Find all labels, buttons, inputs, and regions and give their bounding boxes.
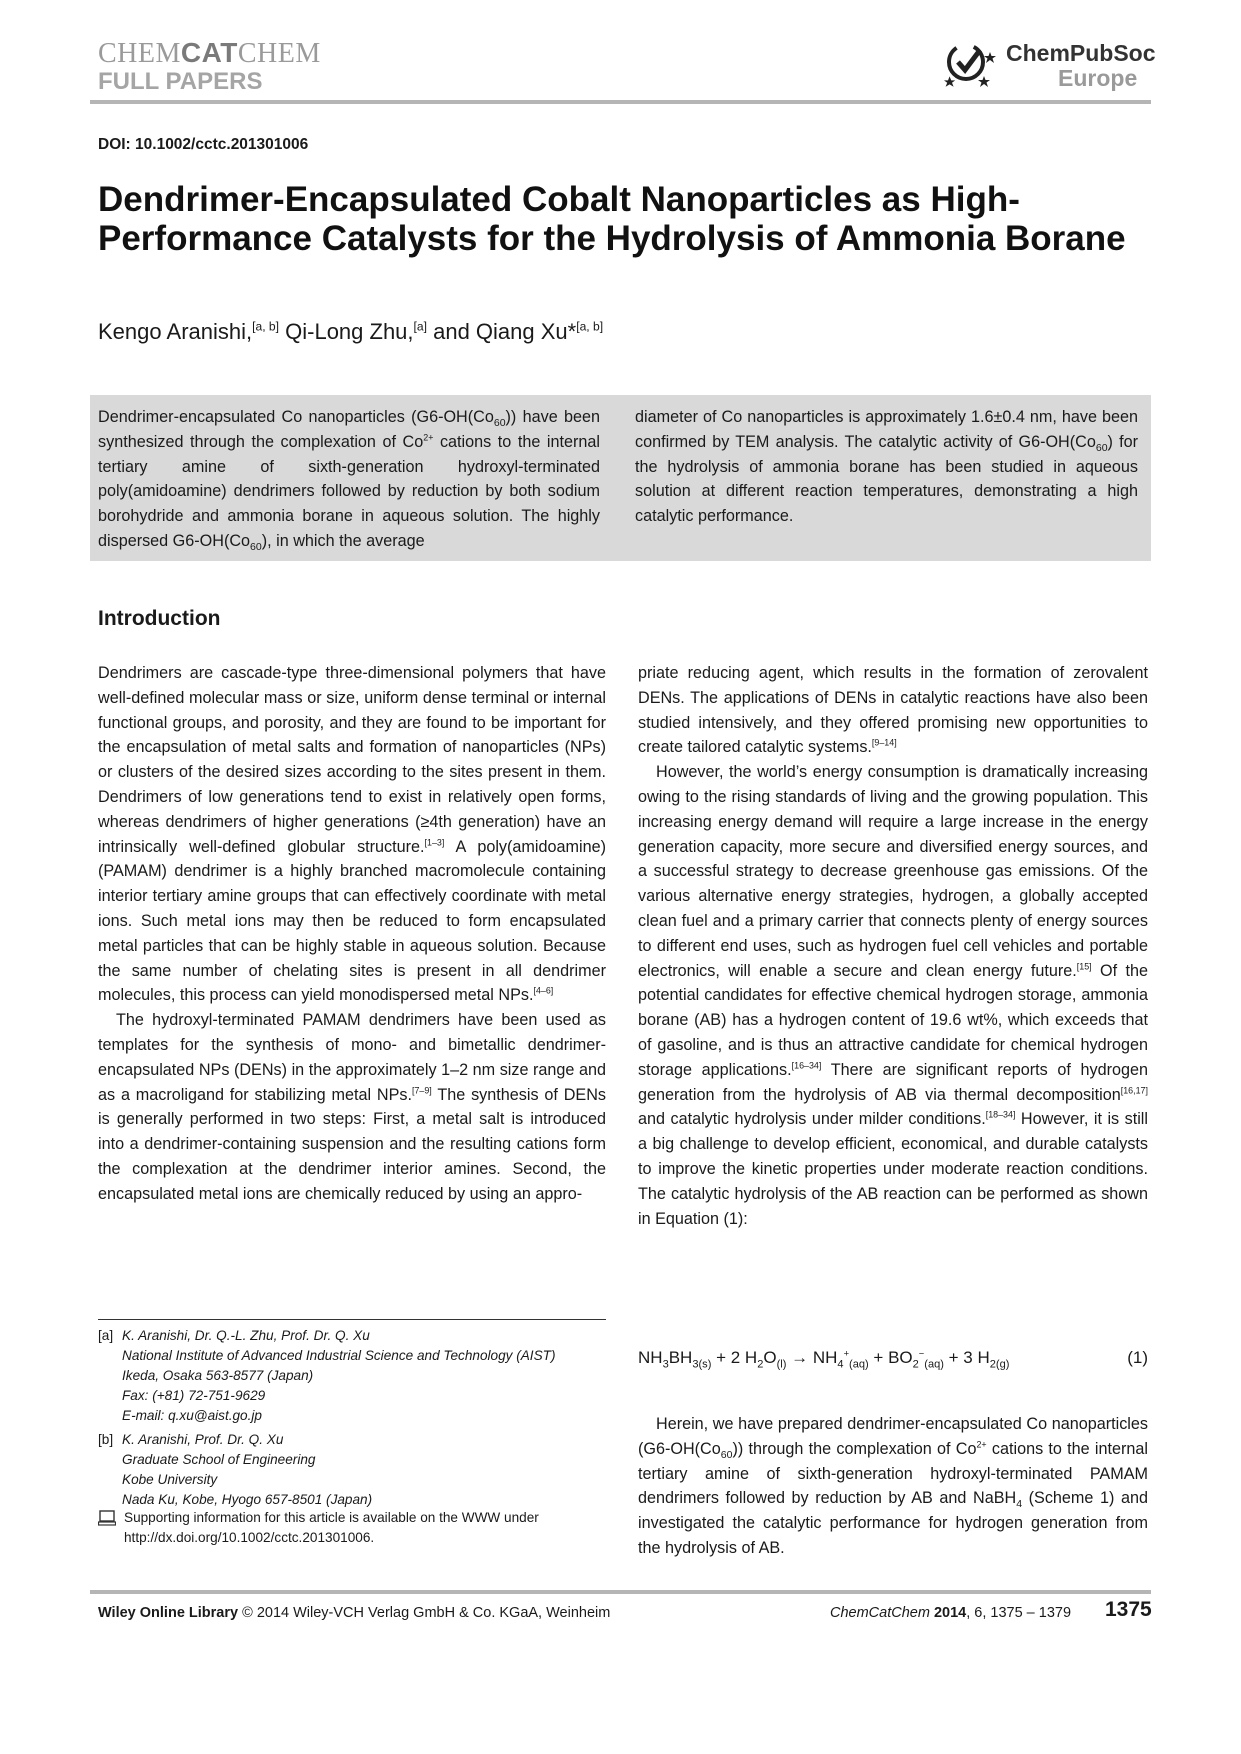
journal-name-part3: CHEM	[237, 38, 321, 69]
eq-subscript: 4	[837, 1358, 844, 1371]
paragraph-text: However, the world’s energy consumption is dramatically increasing owing to the rising standards of living and the growing population. This increasing energy demand will require a large increase in the energy generation capacity, more secure and diversified energy sources, and a successful strategy to decrease greenhouse gas emissions. Of the various alternative energy strategies, hydrogen, a globally accepted clean fuel and a primary carrier that connects plenty of energy sources to different end uses, such as hydrogen fuel cell vehicles and portable electronics, will enable a secure and clean energy future.	[638, 763, 1148, 980]
eq-superscript: +	[843, 1348, 850, 1359]
eq-superscript: −	[918, 1348, 925, 1359]
paragraph	[638, 760, 1148, 1231]
subscript: 4	[1016, 1498, 1023, 1511]
citation[interactable]: [18–34]	[985, 1109, 1016, 1120]
copyright-text: © 2014 Wiley-VCH Verlag GmbH & Co. KGaA, Weinheim	[238, 1605, 611, 1621]
eq-subscript: 3(s)	[692, 1358, 712, 1371]
paragraph-text: The synthesis of DENs is generally performed in two steps: First, a metal salt is introduced into a dendrimer-containing suspension and the resulting cations form the complexation at the dendrimer interior amines. Second, the encapsulated metal ions are chemically reduced by using an appro-	[98, 1085, 606, 1203]
author-affiliation: [a]	[413, 319, 427, 334]
paragraph	[638, 1412, 1148, 1561]
paragraph-text: A poly(amidoamine) (PAMAM) dendrimer is a highly branched macromolecule containing interior tertiary amine groups that can effectively coordinate with metal ions. Such metal ions may then be reduced to form encapsulated metal particles that can be highly stable in aqueous solution. Because the same number of chelating sites is present in all dendrimer molecules, this process can yield monodispersed metal NPs.	[98, 837, 606, 1005]
journal-name-part2: CAT	[180, 37, 238, 68]
subscript: 60	[720, 1449, 733, 1462]
paragraph-text: Dendrimers are cascade-type three-dimensional polymers that have well-defined molecular mass or size, uniform dense terminal or internal functional groups, and porosity, and they are found to be important for the encapsulation of metal salts and formation of nanoparticles (NPs) or clusters of the desired sizes according to the sites present in them. Dendrimers of low generations tend to exist in relatively open forms, whereas dendrimers of higher generations (≥4th generation) have an intrinsically well-defined globular structure.	[98, 664, 606, 856]
footnote-tag: [a]	[98, 1328, 114, 1343]
footer-rule	[90, 1590, 1151, 1594]
paragraph	[638, 661, 1148, 760]
publisher-logo[interactable]	[940, 38, 1156, 94]
body-right-column	[638, 661, 1148, 1231]
abstract-left-column	[98, 405, 600, 554]
abstract-text: Dendrimer-encapsulated Co nanoparticles (G6-OH(Co	[98, 408, 494, 426]
online-library-link[interactable]: Wiley Online Library	[98, 1605, 239, 1621]
section-heading: Introduction	[98, 607, 221, 630]
paragraph-text: The hydroxyl-terminated PAMAM dendrimers have been used as templates for the synthesis of mono- and bimetallic dendrimer-encapsulated NPs (DENs) in the approximately 1–2 nm size range and as a macroligand for stabilizing metal NPs.	[98, 1011, 606, 1104]
footnote-line: Ikeda, Osaka 563-8577 (Japan)	[122, 1368, 314, 1383]
eq-subscript: 2(g)	[989, 1358, 1010, 1371]
footer-copyright	[98, 1605, 610, 1621]
paragraph-text: priate reducing agent, which results in the formation of zerovalent DENs. The applications of DENs in catalytic reactions have also been studied intensively, and they offered promising new opportunities to create tailored catalytic systems.	[638, 664, 1148, 757]
paragraph-text: Herein, we have prepared dendrimer-encapsulated Co nanoparticles (G6-OH(Co	[638, 1415, 1148, 1458]
eq-subscript: 2	[912, 1358, 919, 1371]
section-label: FULL PAPERS	[98, 68, 263, 95]
superscript: 2+	[423, 432, 434, 443]
footnote-rule	[98, 1319, 606, 1320]
citation[interactable]: [15]	[1076, 961, 1092, 972]
eq-subscript: (aq)	[849, 1358, 869, 1371]
paragraph	[98, 1008, 606, 1206]
footnote-line: Graduate School of Engineering	[122, 1452, 316, 1467]
publisher-region: Europe	[1058, 65, 1138, 91]
footnote-email[interactable]: E-mail: q.xu@aist.go.jp	[122, 1408, 262, 1423]
abstract-text: cations to the internal tertiary amine of sixth-generation hydroxyl-terminated poly(amidoamine) dendrimers followed by reduction by both sodium borohydride and ammonia borane in aqueous solution. The highly dispersed G6-OH(Co	[98, 432, 600, 550]
affiliation-footnotes	[98, 1326, 618, 1514]
author-affiliation: [a, b]	[252, 319, 280, 334]
abstract-right-column	[635, 405, 1138, 529]
citation[interactable]: [1–3]	[424, 837, 445, 848]
paragraph-text: cations to the internal tertiary amine of sixth-generation hydroxyl-terminated PAMAM dendrimers followed by reduction by AB and NaBH	[638, 1439, 1149, 1508]
paragraph-text: and catalytic hydrolysis under milder conditions.	[638, 1110, 986, 1129]
subscript: 60	[1095, 442, 1108, 455]
citation-journal: ChemCatChem	[830, 1605, 930, 1621]
abstract-box	[90, 395, 1151, 561]
author-name: and Qiang Xu*	[426, 319, 577, 344]
footnote-line: Nada Ku, Kobe, Hyogo 657-8501 (Japan)	[122, 1492, 373, 1507]
abstract-text: )) have been synthesized through the complexation of Co	[98, 408, 601, 451]
star-seal-icon	[940, 38, 1000, 92]
paragraph-text: (Scheme 1) and investigated the catalytic performance for hydrogen generation from the hydrolysis of AB.	[638, 1489, 1149, 1557]
journal-name-part1: CHEM	[98, 38, 181, 69]
subscript: 60	[250, 541, 262, 554]
author-name: Qi-Long Zhu,	[279, 319, 414, 344]
citation[interactable]: [4–6]	[533, 985, 554, 996]
footnote-line: National Institute of Advanced Industrial Science and Technology (AIST)	[122, 1348, 556, 1363]
abstract-text: diameter of Co nanoparticles is approximately 1.6±0.4 nm, have been confirmed by TEM analysis. The catalytic activity of G6-OH(Co	[635, 408, 1138, 451]
footer-citation	[830, 1605, 1071, 1621]
citation[interactable]: [16,17]	[1120, 1085, 1148, 1096]
publisher-name: ChemPubSoc	[1006, 40, 1156, 66]
eq-term: + BO	[868, 1348, 913, 1367]
journal-name	[98, 38, 321, 69]
body-left-column	[98, 661, 606, 1207]
eq-term: → NH	[786, 1348, 838, 1367]
footnote-b	[98, 1430, 618, 1510]
footnote-a	[98, 1326, 618, 1426]
footnote-line: K. Aranishi, Dr. Q.-L. Zhu, Prof. Dr. Q. Xu	[122, 1328, 370, 1343]
paragraph-text: )) through the complexation of Co	[732, 1439, 977, 1458]
header-rule	[90, 100, 1151, 104]
superscript: 2+	[976, 1439, 987, 1450]
eq-term: + 3 H	[943, 1348, 990, 1367]
eq-term: + 2 H	[711, 1348, 758, 1367]
footnote-body	[122, 1326, 556, 1426]
citation-year: 2014	[933, 1605, 967, 1621]
author-name: Kengo Aranishi,	[98, 319, 253, 344]
paragraph	[98, 661, 606, 1008]
paragraph-text: Of the potential candidates for effective chemical hydrogen storage, ammonia borane (AB) has a hydrogen content of 19.6 wt%, which exceeds that of gasoline, and is thus an attractive candidate for chemical hydrogen storage applications.	[638, 961, 1148, 1079]
abstract-text: ) for the hydrolysis of ammonia borane has been studied in aqueous solution at different reaction temperatures, demonstrating a high catalytic performance.	[635, 432, 1139, 526]
paragraph-text: There are significant reports of hydrogen generation from the hydrolysis of AB via thermal decomposition	[638, 1060, 1148, 1104]
eq-term: BH	[668, 1348, 693, 1367]
footnote-line: K. Aranishi, Prof. Dr. Q. Xu	[122, 1432, 284, 1447]
citation[interactable]: [9–14]	[871, 738, 897, 748]
page-number: 1375	[1105, 1598, 1152, 1621]
eq-term: NH	[638, 1348, 663, 1367]
equation-number: (1)	[1127, 1348, 1148, 1367]
citation[interactable]: [16–34]	[791, 1060, 822, 1071]
body-right-column-continued	[638, 1412, 1148, 1561]
author-list	[98, 318, 603, 346]
citation-pages: , 6, 1375 – 1379	[966, 1605, 1072, 1621]
supporting-info-link[interactable]: Supporting information for this article is available on the WWW under http://dx.doi.org/10.1002/cctc.201301006.	[124, 1510, 539, 1545]
subscript: 60	[493, 417, 506, 430]
computer-icon	[98, 1510, 116, 1526]
eq-subscript: 3	[662, 1358, 669, 1371]
paragraph-text: However, it is still a big challenge to develop efficient, economical, and durable catalysts to improve the kinetic properties under moderate reaction conditions. The catalytic hydrolysis of the AB reaction can be performed as shown in Equation (1):	[638, 1110, 1148, 1228]
footnote-line: Kobe University	[122, 1472, 218, 1487]
equation-1	[638, 1348, 1148, 1371]
article-title: Dendrimer-Encapsulated Cobalt Nanoparticles as High-Performance Catalysts for the Hydrolysis of Ammonia Borane	[98, 180, 1126, 258]
footnote-line: Fax: (+81) 72-751-9629	[122, 1388, 266, 1403]
footnote-body	[122, 1430, 372, 1510]
abstract-text: ), in which the average	[261, 531, 425, 550]
citation[interactable]: [7–9]	[411, 1085, 432, 1096]
eq-subscript: 2	[757, 1358, 764, 1371]
eq-subscript: (aq)	[924, 1358, 944, 1371]
author-affiliation: [a, b]	[576, 319, 604, 334]
footnote-tag: [b]	[98, 1432, 114, 1447]
eq-subscript: (l)	[776, 1358, 787, 1371]
doi[interactable]: DOI: 10.1002/cctc.201301006	[98, 136, 309, 153]
eq-term: O	[763, 1348, 777, 1367]
